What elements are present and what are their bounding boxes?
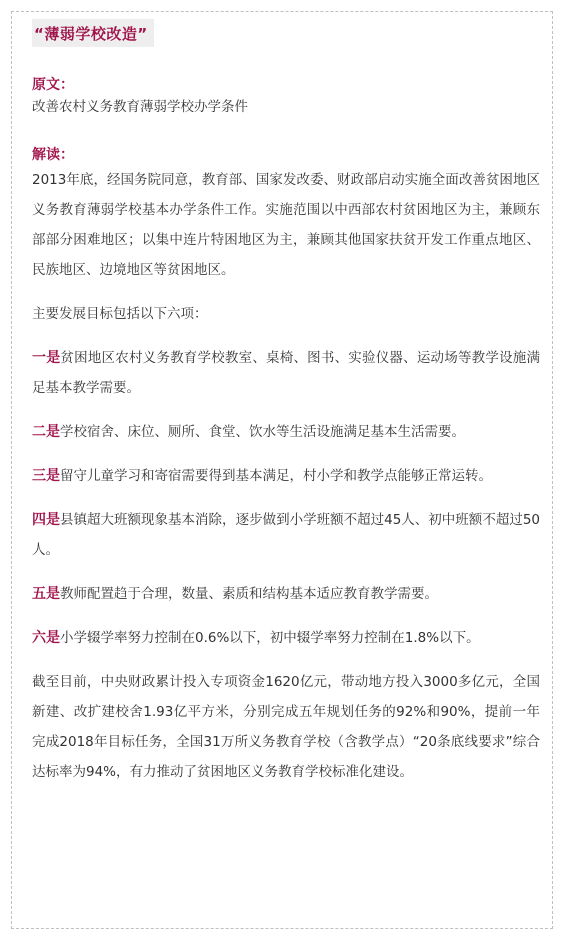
goal-item: [32, 505, 540, 565]
interpretation-intro: 2013年底，经国务院同意，教育部、国家发改委、财政部启动实施全面改善贫困地区义务教育薄弱学校基本办学条件工作。实施范围以中西部农村贫困地区为主，兼顾东部部分困难地区；以集中连片特困地区为主，兼顾其他国家扶贫开发工作重点地区、民族地区、边境地区等贫困地区。: [32, 172, 540, 278]
goal-label: 三是: [32, 468, 60, 484]
goal-text: 贫困地区农村义务教育学校教室、桌椅、图书、实验仪器、运动场等教学设施满足基本教学需要。: [32, 350, 541, 396]
goal-item: [32, 579, 540, 609]
goal-label: 五是: [32, 586, 60, 602]
article-content: [32, 14, 540, 787]
original-heading: 原文：: [32, 77, 74, 93]
article-title: “薄弱学校改造”: [32, 19, 154, 47]
goal-item: [32, 623, 540, 653]
goal-label: 四是: [32, 512, 61, 528]
conclusion-text: 截至目前，中央财政累计投入专项资金1620亿元，带动地方投入3000多亿元，全国新建、改扩建校舍1.93亿平方米，分别完成五年规划任务的92%和90%，提前一年完成2018年目标任务，全国31万所义务教育学校（含教学点）“20条底线要求”综合达标率为94%，有力推动了贫困地区义务教育学校标准化建设。: [32, 674, 540, 780]
goal-item: [32, 343, 540, 403]
goal-label: 一是: [32, 350, 61, 366]
goal-text: 县镇超大班额现象基本消除，逐步做到小学班额不超过45人、初中班额不超过50人。: [32, 512, 541, 558]
interpretation-heading: 解读：: [32, 147, 74, 163]
goal-label: 六是: [32, 630, 60, 646]
goals-intro: 主要发展目标包括以下六项：: [32, 306, 208, 322]
goal-label: 二是: [32, 424, 60, 440]
goal-text: 学校宿舍、床位、厕所、食堂、饮水等生活设施满足基本生活需要。: [60, 424, 465, 440]
goal-text: 教师配置趋于合理，数量、素质和结构基本适应教育教学需要。: [60, 586, 438, 602]
goal-item: [32, 461, 540, 491]
goal-text: 留守儿童学习和寄宿需要得到基本满足，村小学和教学点能够正常运转。: [60, 468, 492, 484]
original-text: 改善农村义务教育薄弱学校办学条件: [32, 99, 248, 115]
goal-item: [32, 417, 540, 447]
goal-text: 小学辍学率努力控制在0.6%以下，初中辍学率努力控制在1.8%以下。: [60, 630, 480, 646]
